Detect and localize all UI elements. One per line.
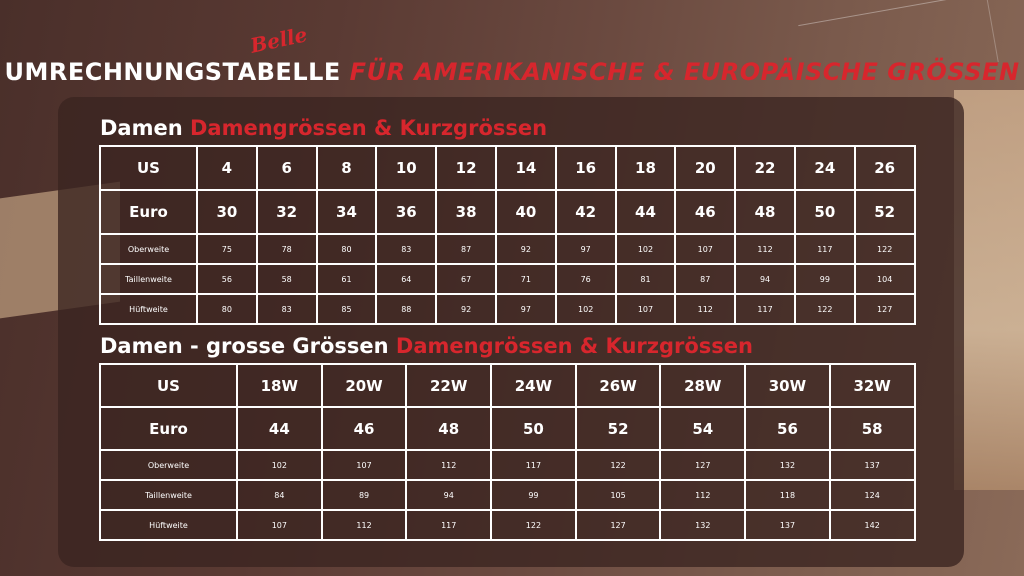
table-cell: 102 — [237, 450, 322, 480]
table-cell: 14 — [496, 146, 556, 190]
table2-title-red: Damengrössen & Kurzgrössen — [395, 334, 753, 358]
row-label: Hüftweite — [100, 294, 197, 324]
table1-title — [100, 116, 547, 140]
table-cell: 88 — [376, 294, 436, 324]
table-cell: 36 — [376, 190, 436, 234]
table2-title — [100, 334, 753, 358]
table-cell: 94 — [406, 480, 491, 510]
table-cell: 87 — [436, 234, 496, 264]
table-cell: 112 — [322, 510, 407, 540]
table-row — [100, 364, 915, 407]
table-cell: 132 — [660, 510, 745, 540]
table-cell: 12 — [436, 146, 496, 190]
table-cell: 4 — [197, 146, 257, 190]
table-row — [100, 190, 915, 234]
table-cell: 122 — [491, 510, 576, 540]
table-cell: 16 — [556, 146, 616, 190]
row-label: Taillenweite — [100, 264, 197, 294]
table-cell: 8 — [317, 146, 377, 190]
table-cell: 78 — [257, 234, 317, 264]
table-cell: 122 — [576, 450, 661, 480]
table-cell: 117 — [735, 294, 795, 324]
table-cell: 18 — [616, 146, 676, 190]
table-cell: 107 — [237, 510, 322, 540]
table-cell: 52 — [576, 407, 661, 450]
table-cell: 117 — [795, 234, 855, 264]
table-cell: 104 — [855, 264, 915, 294]
table-cell: 26W — [576, 364, 661, 407]
size-table-damen — [99, 145, 916, 325]
table-cell: 117 — [406, 510, 491, 540]
background-fabric-right — [954, 90, 1024, 490]
brand-logo: Belle — [248, 22, 310, 58]
table-cell: 80 — [317, 234, 377, 264]
table-cell: 81 — [616, 264, 676, 294]
table-cell: 46 — [675, 190, 735, 234]
table-cell: 105 — [576, 480, 661, 510]
table-cell: 112 — [660, 480, 745, 510]
table-cell: 61 — [317, 264, 377, 294]
table-cell: 127 — [660, 450, 745, 480]
table-row — [100, 407, 915, 450]
size-table-grosse-groessen — [99, 363, 916, 541]
table-cell: 107 — [616, 294, 676, 324]
table-cell: 122 — [795, 294, 855, 324]
table-row — [100, 480, 915, 510]
table-cell: 46 — [322, 407, 407, 450]
table-cell: 20 — [675, 146, 735, 190]
table1-title-red: Damengrössen & Kurzgrössen — [190, 116, 548, 140]
row-label: Taillenweite — [100, 480, 237, 510]
table-cell: 32W — [830, 364, 915, 407]
table-cell: 107 — [322, 450, 407, 480]
table-cell: 75 — [197, 234, 257, 264]
table-cell: 52 — [855, 190, 915, 234]
table-cell: 99 — [491, 480, 576, 510]
row-label: US — [100, 364, 237, 407]
table-cell: 127 — [576, 510, 661, 540]
table-cell: 84 — [237, 480, 322, 510]
table-cell: 48 — [735, 190, 795, 234]
table-cell: 30 — [197, 190, 257, 234]
table-cell: 94 — [735, 264, 795, 294]
table-cell: 92 — [496, 234, 556, 264]
table-cell: 58 — [257, 264, 317, 294]
table-row — [100, 146, 915, 190]
table-cell: 56 — [745, 407, 830, 450]
table-cell: 85 — [317, 294, 377, 324]
table-cell: 28W — [660, 364, 745, 407]
table-cell: 20W — [322, 364, 407, 407]
table-cell: 50 — [491, 407, 576, 450]
table-cell: 83 — [376, 234, 436, 264]
row-label: Oberweite — [100, 234, 197, 264]
table-cell: 42 — [556, 190, 616, 234]
table-cell: 132 — [745, 450, 830, 480]
table2-title-white: Damen - grosse Grössen — [100, 334, 389, 358]
table-cell: 64 — [376, 264, 436, 294]
table-cell: 127 — [855, 294, 915, 324]
table-cell: 137 — [745, 510, 830, 540]
table-cell: 112 — [406, 450, 491, 480]
table-cell: 118 — [745, 480, 830, 510]
table1-title-white: Damen — [100, 116, 183, 140]
page-title-white: UMRECHNUNGSTABELLE — [4, 58, 341, 86]
table-cell: 58 — [830, 407, 915, 450]
table-cell: 92 — [436, 294, 496, 324]
row-label: Euro — [100, 190, 197, 234]
table-cell: 112 — [675, 294, 735, 324]
table-cell: 6 — [257, 146, 317, 190]
table-row — [100, 234, 915, 264]
page-title — [0, 58, 1024, 86]
table-cell: 24W — [491, 364, 576, 407]
table-cell: 97 — [556, 234, 616, 264]
table-cell: 117 — [491, 450, 576, 480]
table-cell: 40 — [496, 190, 556, 234]
table-row — [100, 450, 915, 480]
table-cell: 48 — [406, 407, 491, 450]
table-cell: 99 — [795, 264, 855, 294]
table-cell: 44 — [237, 407, 322, 450]
table-cell: 18W — [237, 364, 322, 407]
table-cell: 32 — [257, 190, 317, 234]
table-cell: 22 — [735, 146, 795, 190]
table-cell: 30W — [745, 364, 830, 407]
table-cell: 22W — [406, 364, 491, 407]
table-cell: 124 — [830, 480, 915, 510]
table-cell: 102 — [556, 294, 616, 324]
table-cell: 112 — [735, 234, 795, 264]
table-cell: 26 — [855, 146, 915, 190]
table-cell: 56 — [197, 264, 257, 294]
row-label: US — [100, 146, 197, 190]
row-label: Hüftweite — [100, 510, 237, 540]
table-cell: 44 — [616, 190, 676, 234]
table-cell: 97 — [496, 294, 556, 324]
table-cell: 122 — [855, 234, 915, 264]
page-title-red: FÜR AMERIKANISCHE & EUROPÄISCHE GRÖSSEN — [349, 58, 1020, 86]
table-cell: 38 — [436, 190, 496, 234]
table-cell: 89 — [322, 480, 407, 510]
table-cell: 67 — [436, 264, 496, 294]
table-cell: 137 — [830, 450, 915, 480]
table-cell: 10 — [376, 146, 436, 190]
table-row — [100, 264, 915, 294]
table-cell: 83 — [257, 294, 317, 324]
table-cell: 24 — [795, 146, 855, 190]
table-cell: 71 — [496, 264, 556, 294]
row-label: Euro — [100, 407, 237, 450]
table-cell: 76 — [556, 264, 616, 294]
table-cell: 34 — [317, 190, 377, 234]
table-cell: 107 — [675, 234, 735, 264]
row-label: Oberweite — [100, 450, 237, 480]
table-cell: 80 — [197, 294, 257, 324]
table-cell: 102 — [616, 234, 676, 264]
table-cell: 50 — [795, 190, 855, 234]
table-row — [100, 510, 915, 540]
table-cell: 142 — [830, 510, 915, 540]
table-cell: 54 — [660, 407, 745, 450]
table-row — [100, 294, 915, 324]
table-cell: 87 — [675, 264, 735, 294]
